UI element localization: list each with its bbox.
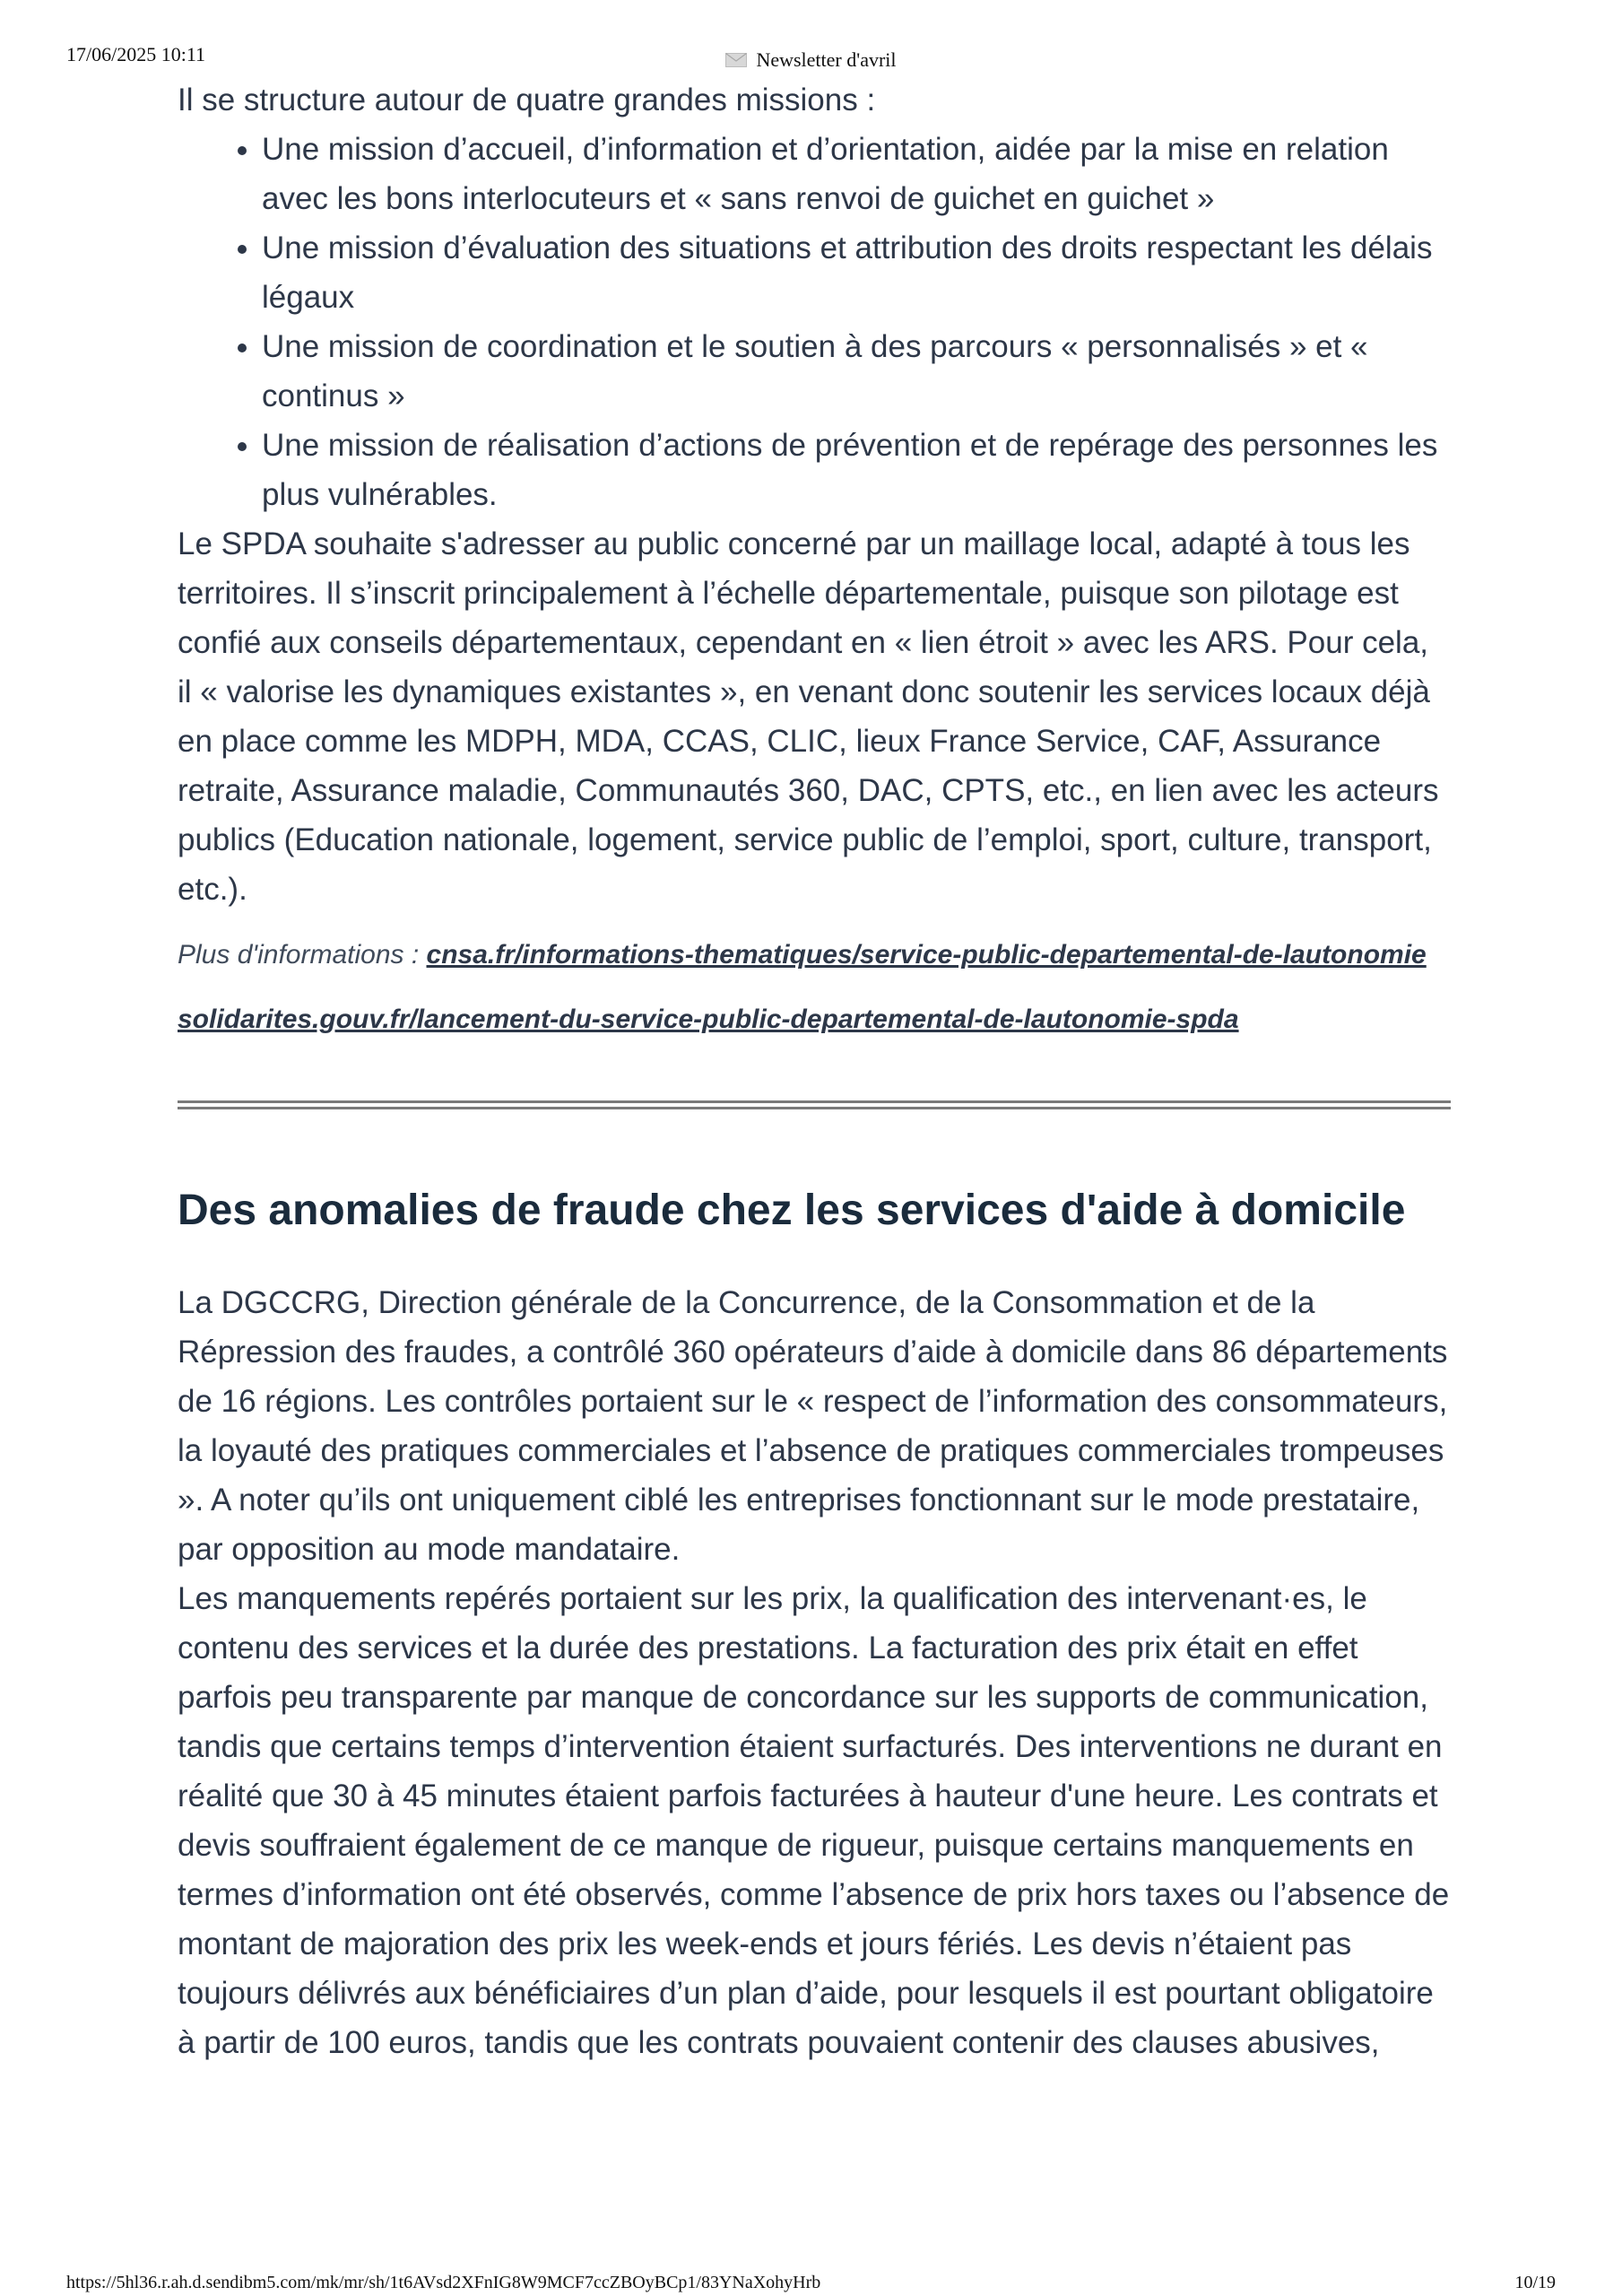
envelope-icon [725,53,747,67]
solidarites-link[interactable]: solidarites.gouv.fr/lancement-du-service-public-departemental-de-lautonomie-spda [178,1004,1239,1034]
print-url: https://5hl36.r.ah.d.sendibm5.com/mk/mr/sh/1t6AVsd2XFnIG8W9MCF7ccZBOyBCp1/83YNaXohyHrb [66,2273,821,2292]
list-item: • Une mission de réalisation d’actions de prévention et de repérage des personnes les plus vulnérables. [262,421,1451,519]
section-title: Des anomalies de fraude chez les services d'aide à domicile [178,1187,1406,1234]
doc-title-text: Newsletter d'avril [756,48,897,71]
missions-list [178,125,1451,519]
solidarites-link-line [178,1004,1451,1036]
spda-paragraph: Le SPDA souhaite s'adresser au public concerné par un maillage local, adapté à tous les territoires. Il s’inscrit principalement à l’échelle départementale, puisque son pilotage est confié aux conseils départementaux, cependant en « lien étroit » avec les ARS. Pour cela, il « valorise les dynamiques existantes », en venant donc soutenir les services locaux déjà en place comme les MDPH, MDA, CCAS, CLIC, lieux France Service, CAF, Assurance retraite, Assurance maladie, Communautés 360, DAC, CPTS, etc., en lien avec les acteurs publics (Education nationale, logement, service public de l’emploi, sport, culture, transport, etc.). [178,526,1439,907]
print-page-number: 10/19 [1514,2273,1556,2292]
fraude-paragraph-2: Les manquements repérés portaient sur les prix, la qualification des intervenant·es, le contenu des services et la durée des prestations. La facturation des prix était en effet parfois peu transparente par manque de concordance sur les supports de communication, tandis que certains temps d’intervention étaient surfacturés. Des interventions ne durant en réalité que 30 à 45 minutes étaient parfois facturées à hauteur d'une heure. Les contrats et devis souffraient également de ce manque de rigueur, puisque certains manquements en termes d’information ont été observés, comme l’absence de prix hors taxes ou l’absence de montant de majoration des prix les week-ends et jours fériés. Les devis n’étaient pas toujours délivrés aux bénéficiaires d’un plan d’aide, pour lesquels il est pourtant obligatoire à partir de 100 euros, tandis que les contrats pouvaient contenir des clauses abusives, [178,1581,1450,2060]
cnsa-link[interactable]: cnsa.fr/informations-thematiques/service-public-departemental-de-lautonomie [426,940,1427,970]
list-item: • Une mission d’évaluation des situations et attribution des droits respectant les délais légaux [262,223,1451,322]
section-divider [178,1100,1451,1109]
print-datetime: 17/06/2025 10:11 [66,43,206,65]
newsletter-content [178,75,1451,2067]
list-item: • Une mission de coordination et le soutien à des parcours « personnalisés » et « continus » [262,322,1451,421]
print-doc-title [0,48,1622,72]
list-item: • Une mission d’accueil, d’information et d’orientation, aidée par la mise en relation avec les bons interlocuteurs et « sans renvoi de guichet en guichet » [262,125,1451,223]
more-info-label: Plus d'informations : [178,940,427,970]
missions-intro: Il se structure autour de quatre grandes missions : [178,83,876,117]
more-info [178,939,1451,971]
fraude-paragraph-1: La DGCCRG, Direction générale de la Concurrence, de la Consommation et de la Répression des fraudes, a contrôlé 360 opérateurs d’aide à domicile dans 86 départements de 16 régions. Les contrôles portaient sur le « respect de l’information des consommateurs, la loyauté des pratiques commerciales et l’absence de pratiques commerciales trompeuses ». A noter qu’ils ont uniquement ciblé les entreprises fonctionnant sur le mode prestataire, par opposition au mode mandataire. [178,1285,1448,1567]
